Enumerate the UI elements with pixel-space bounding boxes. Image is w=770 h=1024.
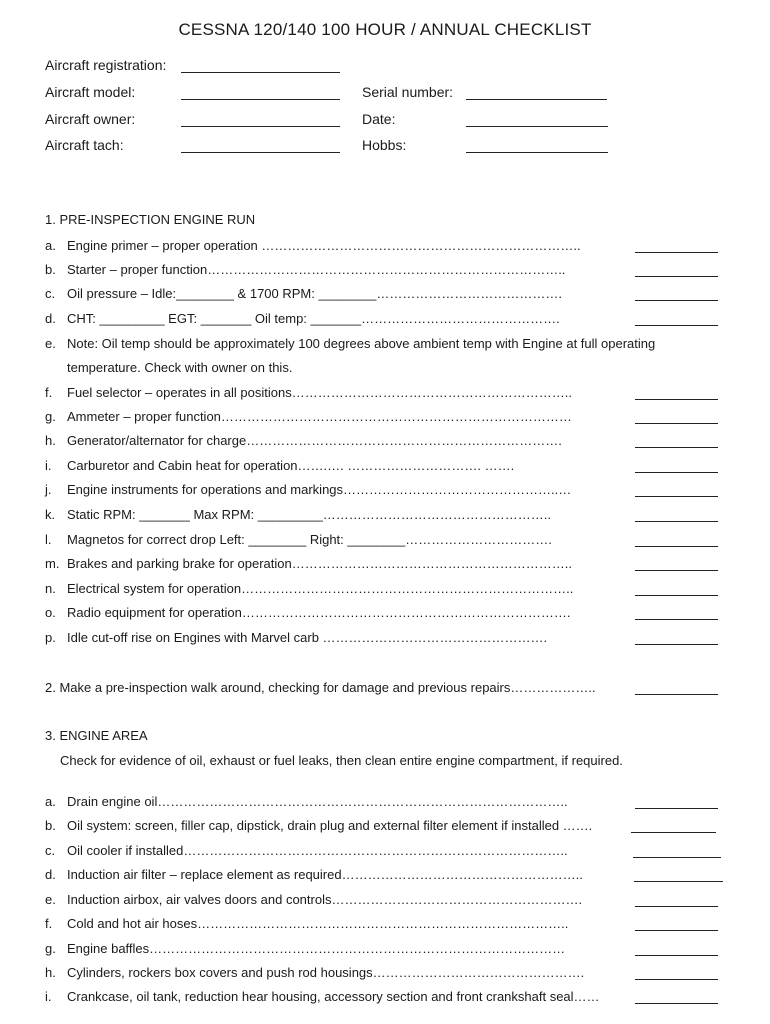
checklist-item [45, 409, 572, 424]
item-text: CHT: _________ EGT: _______ Oil temp: _______………………………………………. [67, 311, 560, 326]
signoff-blank[interactable] [635, 955, 718, 956]
item-text: Cold and hot air hoses………………………………………………………………………….. [67, 916, 569, 931]
checklist-item [45, 532, 552, 547]
signoff-blank[interactable] [635, 808, 718, 809]
date-field[interactable] [466, 126, 608, 127]
serial-label: Serial number: [362, 84, 454, 100]
section-2-heading: 2. Make a pre-inspection walk around, checking for damage and previous repairs……………….. [45, 680, 596, 695]
section-3-heading: 3. ENGINE AREA [45, 728, 148, 743]
item-text: Oil cooler if installed…………………………………………………………………………….. [67, 843, 568, 858]
item-label: o. [45, 605, 56, 620]
item-label: d. [45, 311, 56, 326]
item-text: Static RPM: _______ Max RPM: _________…………………………………………….. [67, 507, 552, 522]
item-label: c. [45, 286, 56, 301]
signoff-blank[interactable] [635, 694, 718, 695]
item-text: Electrical system for operation………………………………………………………………….. [67, 581, 574, 596]
signoff-blank[interactable] [635, 521, 718, 522]
checklist-item [45, 482, 571, 497]
signoff-blank[interactable] [635, 644, 718, 645]
item-label: d. [45, 867, 56, 882]
signoff-blank[interactable] [635, 1003, 718, 1004]
item-text: Induction airbox, air valves doors and controls…………………………………………………. [67, 892, 583, 907]
checklist-item [45, 965, 584, 980]
item-text: Note: Oil temp should be approximately 100 degrees above ambient temp with Engine at full operating [67, 336, 656, 351]
checklist-item [45, 286, 562, 301]
item-text: Engine baffles…………………………………………………………………………………… [67, 941, 566, 956]
owner-label: Aircraft owner: [45, 111, 136, 127]
checklist-item [45, 794, 568, 809]
signoff-blank[interactable] [631, 832, 716, 833]
hobbs-label: Hobbs: [362, 137, 407, 153]
item-text: Generator/alternator for charge………………………………………………………………. [67, 433, 562, 448]
item-text: Magnetos for correct drop Left: ________ Right: ________……………………………. [67, 532, 552, 547]
date-label: Date: [362, 111, 396, 127]
registration-field[interactable] [181, 72, 340, 73]
section-3-intro: Check for evidence of oil, exhaust or fuel leaks, then clean entire engine compartment, if required. [60, 753, 623, 768]
checklist-item [45, 507, 551, 522]
item-text: Fuel selector – operates in all positions……………………………………………………….. [67, 385, 572, 400]
checklist-item [45, 867, 583, 882]
item-label: b. [45, 818, 56, 833]
registration-label: Aircraft registration: [45, 57, 167, 73]
item-label: e. [45, 336, 56, 351]
item-label: c. [45, 843, 56, 858]
signoff-blank[interactable] [635, 325, 718, 326]
signoff-blank[interactable] [635, 496, 718, 497]
signoff-blank[interactable] [635, 300, 718, 301]
item-text: Idle cut-off rise on Engines with Marvel carb ……………………………………………. [67, 630, 548, 645]
item-label: k. [45, 507, 56, 522]
checklist-note [45, 336, 655, 351]
item-text: Oil pressure – Idle:________ & 1700 RPM: ________……………………………………. [67, 286, 562, 301]
tach-label: Aircraft tach: [45, 137, 124, 153]
item-label: m. [45, 556, 60, 571]
item-label: g. [45, 409, 56, 424]
signoff-blank[interactable] [635, 546, 718, 547]
checklist-item [45, 941, 565, 956]
item-label: l. [45, 532, 52, 547]
checklist-item [45, 989, 600, 1004]
item-label: p. [45, 630, 56, 645]
section-1-heading: 1. PRE-INSPECTION ENGINE RUN [45, 212, 256, 227]
signoff-blank[interactable] [635, 619, 718, 620]
item-label: i. [45, 989, 52, 1004]
checklist-item [45, 916, 568, 931]
checklist-item [45, 458, 514, 473]
item-label: i. [45, 458, 52, 473]
item-label: g. [45, 941, 56, 956]
signoff-blank[interactable] [635, 399, 718, 400]
item-label: f. [45, 916, 53, 931]
item-text: Drain engine oil………………………………………………………………………………….. [67, 794, 568, 809]
item-label: f. [45, 385, 53, 400]
signoff-blank[interactable] [635, 570, 718, 571]
checklist-item [45, 385, 572, 400]
checklist-item [45, 581, 573, 596]
hobbs-field[interactable] [466, 152, 608, 153]
item-label: h. [45, 433, 56, 448]
signoff-blank[interactable] [635, 906, 718, 907]
owner-field[interactable] [181, 126, 340, 127]
item-text: Brakes and parking brake for operation……………………………………………………….. [67, 556, 572, 571]
checklist-item [45, 433, 562, 448]
item-label: a. [45, 238, 56, 253]
signoff-blank[interactable] [635, 472, 718, 473]
model-field[interactable] [181, 99, 340, 100]
item-label: n. [45, 581, 56, 596]
item-text: Carburetor and Cabin heat for operation…….…. …………………………. ……. [67, 458, 515, 473]
item-text: Radio equipment for operation…………………………………………………………………. [67, 605, 571, 620]
item-text: Engine primer – proper operation ……………………………………………………………….. [67, 238, 581, 253]
item-label: h. [45, 965, 56, 980]
item-text: Crankcase, oil tank, reduction hear housing, accessory section and front crankshaft seal…… [67, 989, 600, 1004]
signoff-blank[interactable] [634, 881, 723, 882]
checklist-item [45, 818, 592, 833]
model-label: Aircraft model: [45, 84, 136, 100]
checklist-item [45, 892, 582, 907]
item-text: Induction air filter – replace element as required……………………………………………….. [67, 867, 583, 882]
item-text: Engine instruments for operations and markings…………………………………………..… [67, 482, 572, 497]
checklist-item [45, 605, 571, 620]
signoff-blank[interactable] [635, 423, 718, 424]
checklist-item [45, 311, 560, 326]
checklist-item [45, 238, 581, 253]
item-text: Oil system: screen, filler cap, dipstick, drain plug and external filter element if installed ……. [67, 818, 593, 833]
item-label: a. [45, 794, 56, 809]
signoff-blank[interactable] [635, 930, 718, 931]
checklist-item [45, 556, 572, 571]
item-label: j. [45, 482, 52, 497]
note-continued: temperature. Check with owner on this. [67, 360, 293, 375]
item-label: b. [45, 262, 56, 277]
item-text: Ammeter – proper function……………………………………………………………………… [67, 409, 572, 424]
signoff-blank[interactable] [635, 979, 718, 980]
serial-field[interactable] [466, 99, 607, 100]
item-text: Starter – proper function……………………………………………………………………….. [67, 262, 566, 277]
signoff-blank[interactable] [635, 595, 718, 596]
tach-field[interactable] [181, 152, 340, 153]
checklist-item [45, 630, 547, 645]
signoff-blank[interactable] [633, 857, 721, 858]
signoff-blank[interactable] [635, 252, 718, 253]
checklist-item [45, 843, 568, 858]
page-title: CESSNA 120/140 100 HOUR / ANNUAL CHECKLIST [178, 20, 592, 39]
signoff-blank[interactable] [635, 276, 718, 277]
item-text: Cylinders, rockers box covers and push rod housings…………………………………………. [67, 965, 585, 980]
signoff-blank[interactable] [635, 447, 718, 448]
checklist-item [45, 262, 565, 277]
item-label: e. [45, 892, 56, 907]
